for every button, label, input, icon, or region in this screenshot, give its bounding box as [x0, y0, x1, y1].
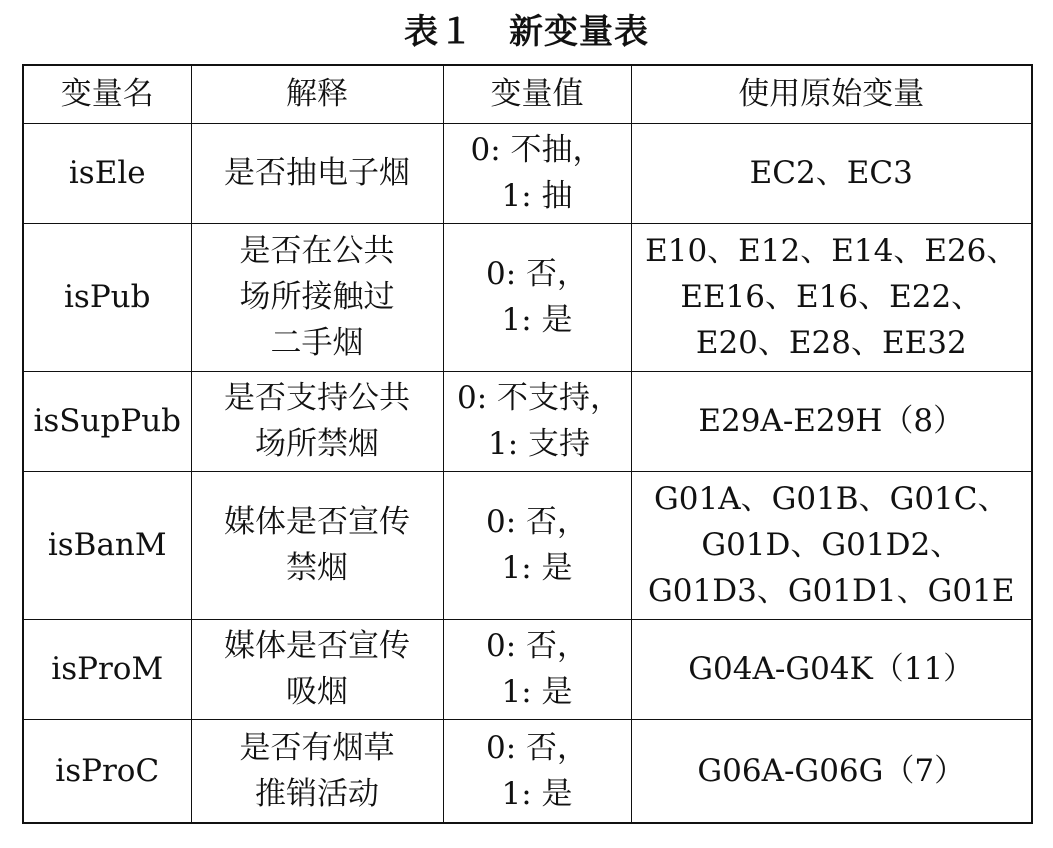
explanation-line: 禁烟 — [286, 550, 348, 586]
value-cell — [443, 123, 631, 223]
explanation-line: 场所禁烟 — [255, 426, 379, 462]
value-line: 1: 是 — [501, 775, 573, 812]
header-row — [23, 65, 1032, 123]
table-row — [23, 619, 1032, 719]
value-cell — [443, 619, 631, 719]
source-vars-line: G04A-G04K（11） — [688, 651, 975, 687]
table-row — [23, 223, 1032, 371]
explanation-line: 吸烟 — [286, 674, 348, 710]
source-vars-line: E10、E12、E14、E26、 — [645, 233, 1018, 269]
header-variable-name: 变量名 — [23, 65, 191, 123]
value-cell — [443, 223, 631, 371]
variable-name-cell: isProM — [23, 619, 191, 719]
value-cell — [443, 471, 631, 619]
value-line: 0: 否， — [485, 256, 589, 292]
explanation-cell — [191, 471, 443, 619]
source-vars-line: E29A-E29H（8） — [698, 403, 965, 439]
source-vars-cell — [631, 371, 1032, 471]
value-cell — [443, 371, 631, 471]
header-variable-value: 变量值 — [443, 65, 631, 123]
explanation-line: 推销活动 — [255, 775, 379, 812]
source-vars-cell — [631, 123, 1032, 223]
table-row — [23, 123, 1032, 223]
source-vars-cell — [631, 619, 1032, 719]
explanation-line: 是否抽电子烟 — [224, 155, 410, 191]
value-line: 0: 否， — [485, 729, 589, 766]
explanation-line: 媒体是否宣传 — [224, 628, 410, 664]
value-line: 1: 是 — [501, 302, 573, 338]
source-vars-line: G01D3、G01D1、G01E — [648, 573, 1015, 609]
value-line: 1: 支持 — [487, 426, 591, 462]
table-row — [23, 719, 1032, 823]
explanation-line: 场所接触过 — [239, 279, 395, 315]
variable-name-cell: isEle — [23, 123, 191, 223]
explanation-cell — [191, 371, 443, 471]
explanation-line: 媒体是否宣传 — [224, 504, 410, 540]
variables-table — [22, 64, 1033, 824]
table-row — [23, 371, 1032, 471]
value-line: 1: 是 — [501, 674, 573, 710]
explanation-cell — [191, 123, 443, 223]
value-line: 1: 是 — [501, 550, 573, 586]
source-vars-line: G01A、G01B、G01C、 — [653, 481, 1009, 517]
variable-name-cell: isSupPub — [23, 371, 191, 471]
value-line: 0: 否， — [485, 628, 589, 664]
value-line: 0: 不支持， — [456, 380, 622, 416]
source-vars-line: EE16、E16、E22、 — [680, 279, 983, 315]
explanation-cell — [191, 223, 443, 371]
variable-name-cell: isProC — [23, 719, 191, 823]
explanation-line: 是否支持公共 — [224, 380, 410, 416]
explanation-cell — [191, 619, 443, 719]
source-vars-cell — [631, 471, 1032, 619]
value-line: 0: 否， — [485, 504, 589, 540]
value-line: 1: 抽 — [501, 178, 573, 214]
header-explanation: 解释 — [191, 65, 443, 123]
variable-name-cell: isPub — [23, 223, 191, 371]
explanation-cell — [191, 719, 443, 823]
source-vars-cell — [631, 719, 1032, 823]
explanation-line: 二手烟 — [270, 325, 364, 361]
value-cell — [443, 719, 631, 823]
source-vars-line: G01D、G01D2、 — [701, 527, 962, 563]
table-row — [23, 471, 1032, 619]
variable-name-cell: isBanM — [23, 471, 191, 619]
source-vars-line: EC2、EC3 — [749, 155, 913, 191]
explanation-line: 是否有烟草 — [239, 729, 395, 766]
table-title: 表１ 新变量表 — [404, 12, 649, 52]
header-source-variables: 使用原始变量 — [631, 65, 1032, 123]
source-vars-cell — [631, 223, 1032, 371]
source-vars-line: E20、E28、EE32 — [695, 325, 967, 361]
value-line: 0: 不抽， — [470, 132, 604, 168]
explanation-line: 是否在公共 — [239, 233, 395, 269]
source-vars-line: G06A-G06G（7） — [697, 752, 966, 789]
